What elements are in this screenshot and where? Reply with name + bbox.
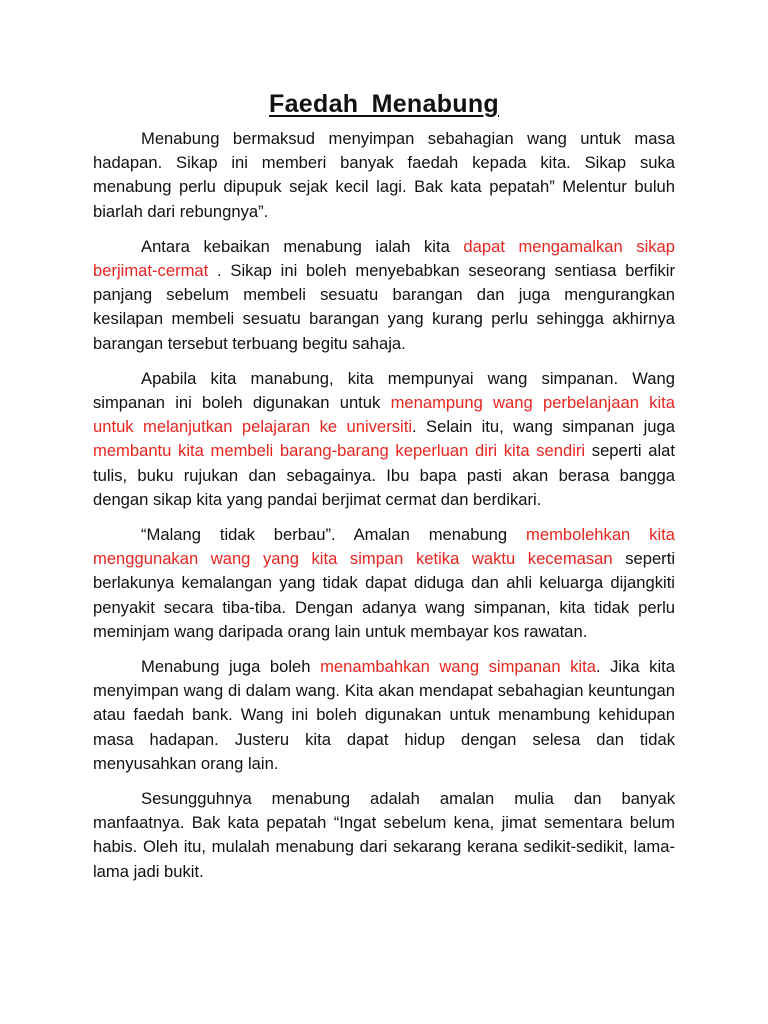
paragraph-text: seperti berlakunya kemalangan yang tidak dapat diduga dan ahli keluarga dijangkiti penyakit secara tiba-tiba. Dengan adanya wang simpanan, kita tidak perlu meminjam wang daripada orang lain untuk membayar kos rawatan.: [93, 549, 676, 641]
paragraph-text: . Sikap ini boleh menyebabkan seseorang sentiasa berfikir panjang sebelum membeli sesuatu barangan dan juga mengurangkan kesilapan membeli sesuatu barangan yang kurang perlu sehingga akhirnya barangan tersebut terbuang begitu sahaja.: [93, 261, 675, 353]
paragraph-faedah-bank: [93, 655, 675, 776]
document-title: Faedah Menabung: [269, 90, 499, 118]
document-page: [93, 90, 675, 895]
paragraph-text: . Jika kita menyimpan wang di dalam wang. Kita akan mendapat sebahagian keuntungan atau faedah bank. Wang ini boleh digunakan untuk menambung kehidupan masa hadapan. Justeru kita dapat hidup dengan selesa dan tidak menyusahkan orang lain.: [93, 657, 675, 773]
highlighted-phrase: membolehkan kita menggunakan wang yang kita simpan ketika waktu kecemasan: [93, 525, 675, 569]
paragraph-kecemasan: [93, 523, 675, 644]
paragraph-wang-simpanan: [93, 367, 675, 512]
paragraph-text: “Malang tidak berbau”. Amalan menabung: [141, 525, 527, 545]
paragraph-conclusion: [93, 787, 675, 884]
highlighted-phrase: menambahkan wang simpanan kita: [320, 657, 596, 677]
paragraph-text: seperti alat tulis, buku rujukan dan sebagainya. Ibu bapa pasti akan berasa bangga dengan sikap kita yang pandai berjimat cermat dan berdikari.: [93, 441, 676, 509]
highlighted-phrase: menampung wang perbelanjaan kita untuk melanjutkan pelajaran ke universiti: [93, 393, 675, 437]
paragraph-text: . Selain itu, wang simpanan juga: [412, 417, 675, 437]
highlighted-phrase: dapat mengamalkan sikap berjimat-cermat: [93, 236, 676, 281]
paragraph-text: Menabung juga boleh: [141, 657, 321, 677]
paragraph-text: Antara kebaikan menabung ialah kita: [141, 236, 464, 256]
paragraph-text: Sesungguhnya menabung adalah amalan mulia dan banyak manfaatnya. Bak kata pepatah “Ingat sebelum kena, jimat sementara belum habis. Oleh itu, mulalah menabung dari sekarang kerana sedikit-sedikit, lama-lama jadi bukit.: [93, 789, 675, 881]
paragraph-text: Apabila kita manabung, kita mempunyai wang simpanan. Wang simpanan ini boleh digunakan untuk: [93, 368, 675, 413]
highlighted-phrase: membantu kita membeli barang-barang keperluan diri kita sendiri: [93, 441, 586, 461]
paragraph-berjimat-cermat: [93, 235, 675, 356]
paragraph-intro: [93, 127, 675, 224]
paragraph-text: Menabung bermaksud menyimpan sebahagian wang untuk masa hadapan. Sikap ini memberi banyak faedah kepada kita. Sikap suka menabung perlu dipupuk sejak kecil lagi. Bak kata pepatah” Melentur buluh biarlah dari rebungnya”.: [93, 129, 675, 221]
